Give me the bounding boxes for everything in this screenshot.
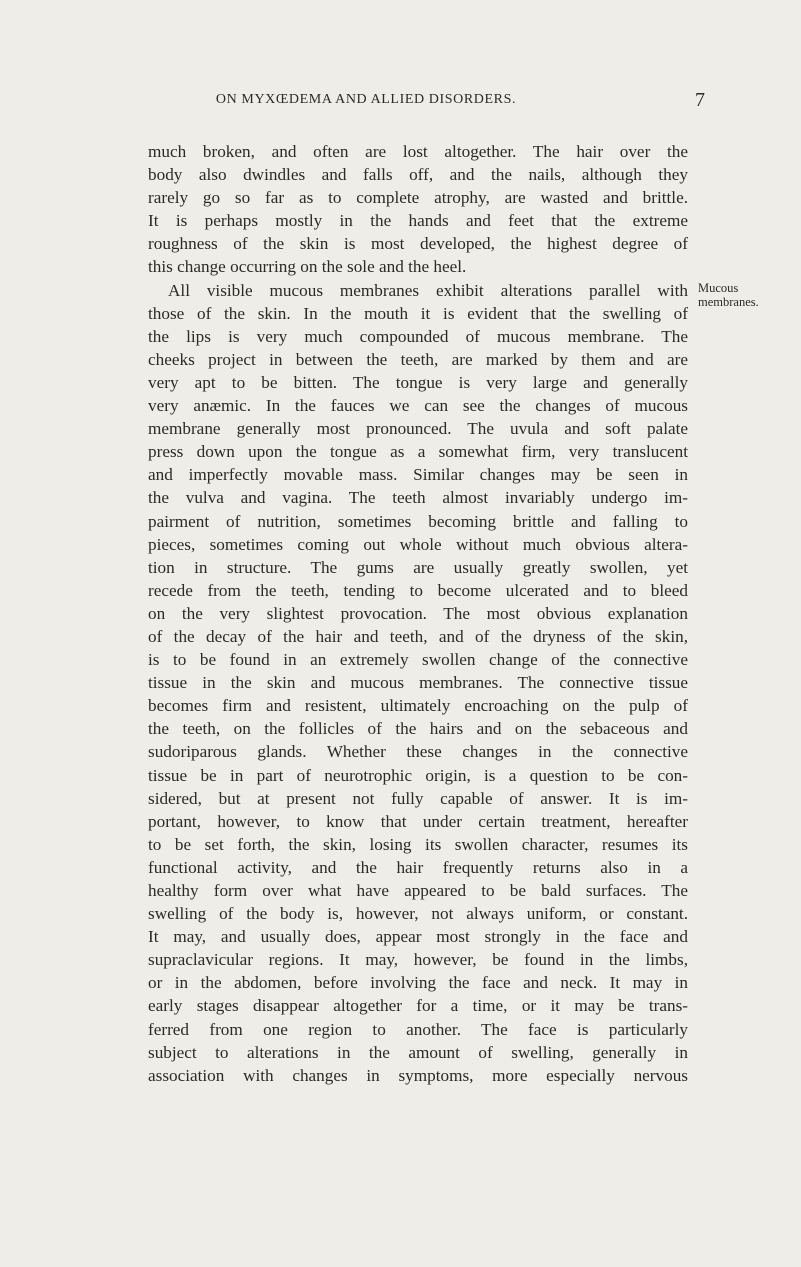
text-line: membrane generally most pronounced. The uvula and soft palate bbox=[148, 419, 688, 439]
text-line: functional activity, and the hair frequently returns also in a bbox=[148, 857, 688, 877]
text-line: All visible mucous membranes exhibit alterations parallel with bbox=[168, 280, 688, 300]
text-line: much broken, and often are lost altogether. The hair over the bbox=[148, 142, 688, 161]
page-number: 7 bbox=[695, 89, 705, 111]
text-line: rarely go so far as to complete atrophy, are wasted and brittle. bbox=[148, 188, 688, 208]
running-head: ON MYXŒDEMA AND ALLIED DISORDERS. bbox=[215, 92, 517, 107]
text-line: very apt to be bitten. The tongue is very large and generally bbox=[148, 372, 688, 392]
text-line: It is perhaps mostly in the hands and feet that the extreme bbox=[148, 211, 688, 231]
text-line: cheeks project in between the teeth, are marked by them and are bbox=[148, 349, 688, 369]
text-line: roughness of the skin is most developed, the highest degree of bbox=[148, 234, 688, 254]
text-line: pairment of nutrition, sometimes becoming brittle and falling to bbox=[148, 511, 688, 531]
text-line: tissue be in part of neurotrophic origin, is a question to be con- bbox=[148, 765, 688, 785]
text-line: this change occurring on the sole and the heel. bbox=[148, 257, 467, 277]
text-line: on the very slightest provocation. The most obvious explanation bbox=[148, 603, 688, 623]
page-header bbox=[0, 89, 801, 109]
text-line: tissue in the skin and mucous membranes. The connective tissue bbox=[148, 673, 688, 693]
text-line: the vulva and vagina. The teeth almost invariably undergo im- bbox=[148, 488, 688, 508]
text-line: to be set forth, the skin, losing its swollen character, resumes its bbox=[148, 834, 688, 854]
text-line: tion in structure. The gums are usually greatly swollen, yet bbox=[148, 557, 688, 577]
text-line: those of the skin. In the mouth it is evident that the swelling of bbox=[148, 303, 688, 323]
text-line: sidered, but at present not fully capable of answer. It is im- bbox=[148, 788, 688, 808]
margin-note-line: Mucous bbox=[698, 281, 739, 295]
text-line: swelling of the body is, however, not always uniform, or constant. bbox=[148, 904, 688, 924]
text-line: supraclavicular regions. It may, however, be found in the limbs, bbox=[148, 950, 688, 970]
margin-note bbox=[698, 281, 798, 309]
text-line: healthy form over what have appeared to be bald surfaces. The bbox=[148, 881, 688, 900]
text-line: association with changes in symptoms, more especially nervous bbox=[148, 1065, 688, 1085]
body-text bbox=[148, 140, 688, 1087]
text-line: the teeth, on the follicles of the hairs and on the sebaceous and bbox=[148, 719, 688, 739]
text-line: sudoriparous glands. Whether these changes in the connective bbox=[148, 742, 688, 762]
text-line: or in the abdomen, before involving the face and neck. It may in bbox=[148, 973, 688, 993]
text-line: the lips is very much compounded of mucous membrane. The bbox=[148, 326, 688, 346]
margin-note-line: membranes. bbox=[698, 295, 759, 309]
text-line: of the decay of the hair and teeth, and of the dryness of the skin, bbox=[148, 626, 688, 646]
text-line: subject to alterations in the amount of swelling, generally in bbox=[148, 1042, 688, 1062]
text-line: ferred from one region to another. The face is particularly bbox=[148, 1019, 688, 1039]
text-line: is to be found in an extremely swollen change of the connective bbox=[148, 650, 688, 670]
text-line: very anæmic. In the fauces we can see the changes of mucous bbox=[148, 396, 688, 416]
text-line: press down upon the tongue as a somewhat firm, very translucent bbox=[148, 442, 688, 462]
text-line: recede from the teeth, tending to become ulcerated and to bleed bbox=[148, 580, 688, 600]
text-line: pieces, sometimes coming out whole without much obvious altera- bbox=[148, 534, 688, 554]
text-line: It may, and usually does, appear most strongly in the face and bbox=[148, 927, 688, 947]
text-line: early stages disappear altogether for a time, or it may be trans- bbox=[148, 996, 688, 1016]
text-line: portant, however, to know that under certain treatment, hereafter bbox=[148, 811, 688, 831]
text-line: body also dwindles and falls off, and the nails, although they bbox=[148, 165, 688, 185]
text-line: becomes firm and resistent, ultimately encroaching on the pulp of bbox=[148, 696, 688, 716]
text-line: and imperfectly movable mass. Similar changes may be seen in bbox=[148, 465, 688, 485]
